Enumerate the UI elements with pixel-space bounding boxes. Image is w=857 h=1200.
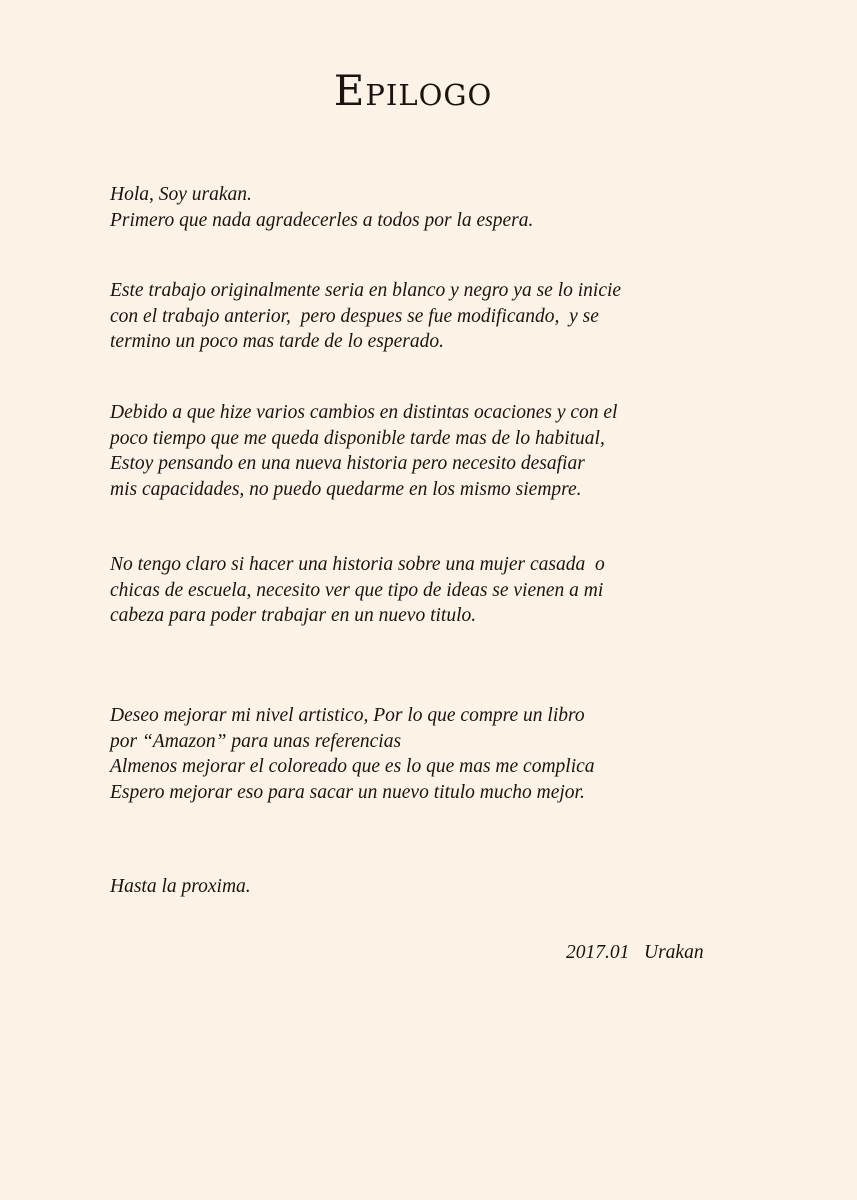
page-title: Epilogo [333,66,493,115]
text-line: cabeza para poder trabajar en un nuevo titulo. [110,605,477,626]
text-line: Estoy pensando en una nueva historia pero necesito desafiar [110,453,585,474]
paragraph-changes [110,400,750,502]
text-line: Este trabajo originalmente seria en blanco y negro ya se lo inicie [110,280,622,301]
text-line: Primero que nada agradecerles a todos por la espera. [110,209,534,231]
text-line: mis capacidades, no puedo quedarme en los mismo siempre. [110,478,582,500]
text-line: Almenos mejorar el coloreado que es lo que mas me complica [110,756,595,777]
text-line: No tengo claro si hacer una historia sobre una mujer casada o [110,554,605,575]
text-line: poco tiempo que me queda disponible tarde mas de lo habitual, [110,427,605,449]
signature: 2017.01 Urakan [566,942,704,963]
paragraph-work-origin [110,278,750,355]
text-line: Hasta la proxima. [110,876,251,897]
text-line: Debido a que hize varios cambios en distintas ocaciones y con el [110,402,618,423]
paragraph-farewell [110,874,750,900]
text-line: Espero mejorar eso para sacar un nuevo titulo mucho mejor. [110,781,585,803]
text-line: termino un poco mas tarde de lo esperado. [110,331,444,352]
text-line: por “Amazon” para unas referencias [110,730,402,752]
paragraph-next-story [110,552,750,629]
text-line: Deseo mejorar mi nivel artistico, Por lo que compre un libro [110,705,585,726]
text-line: chicas de escuela, necesito ver que tipo de ideas se vienen a mi [110,579,604,601]
paragraph-improvement [110,703,750,805]
paragraph-greeting [110,182,750,233]
text-line: Hola, Soy urakan. [110,184,252,205]
text-line: con el trabajo anterior, pero despues se fue modificando, y se [110,305,599,327]
